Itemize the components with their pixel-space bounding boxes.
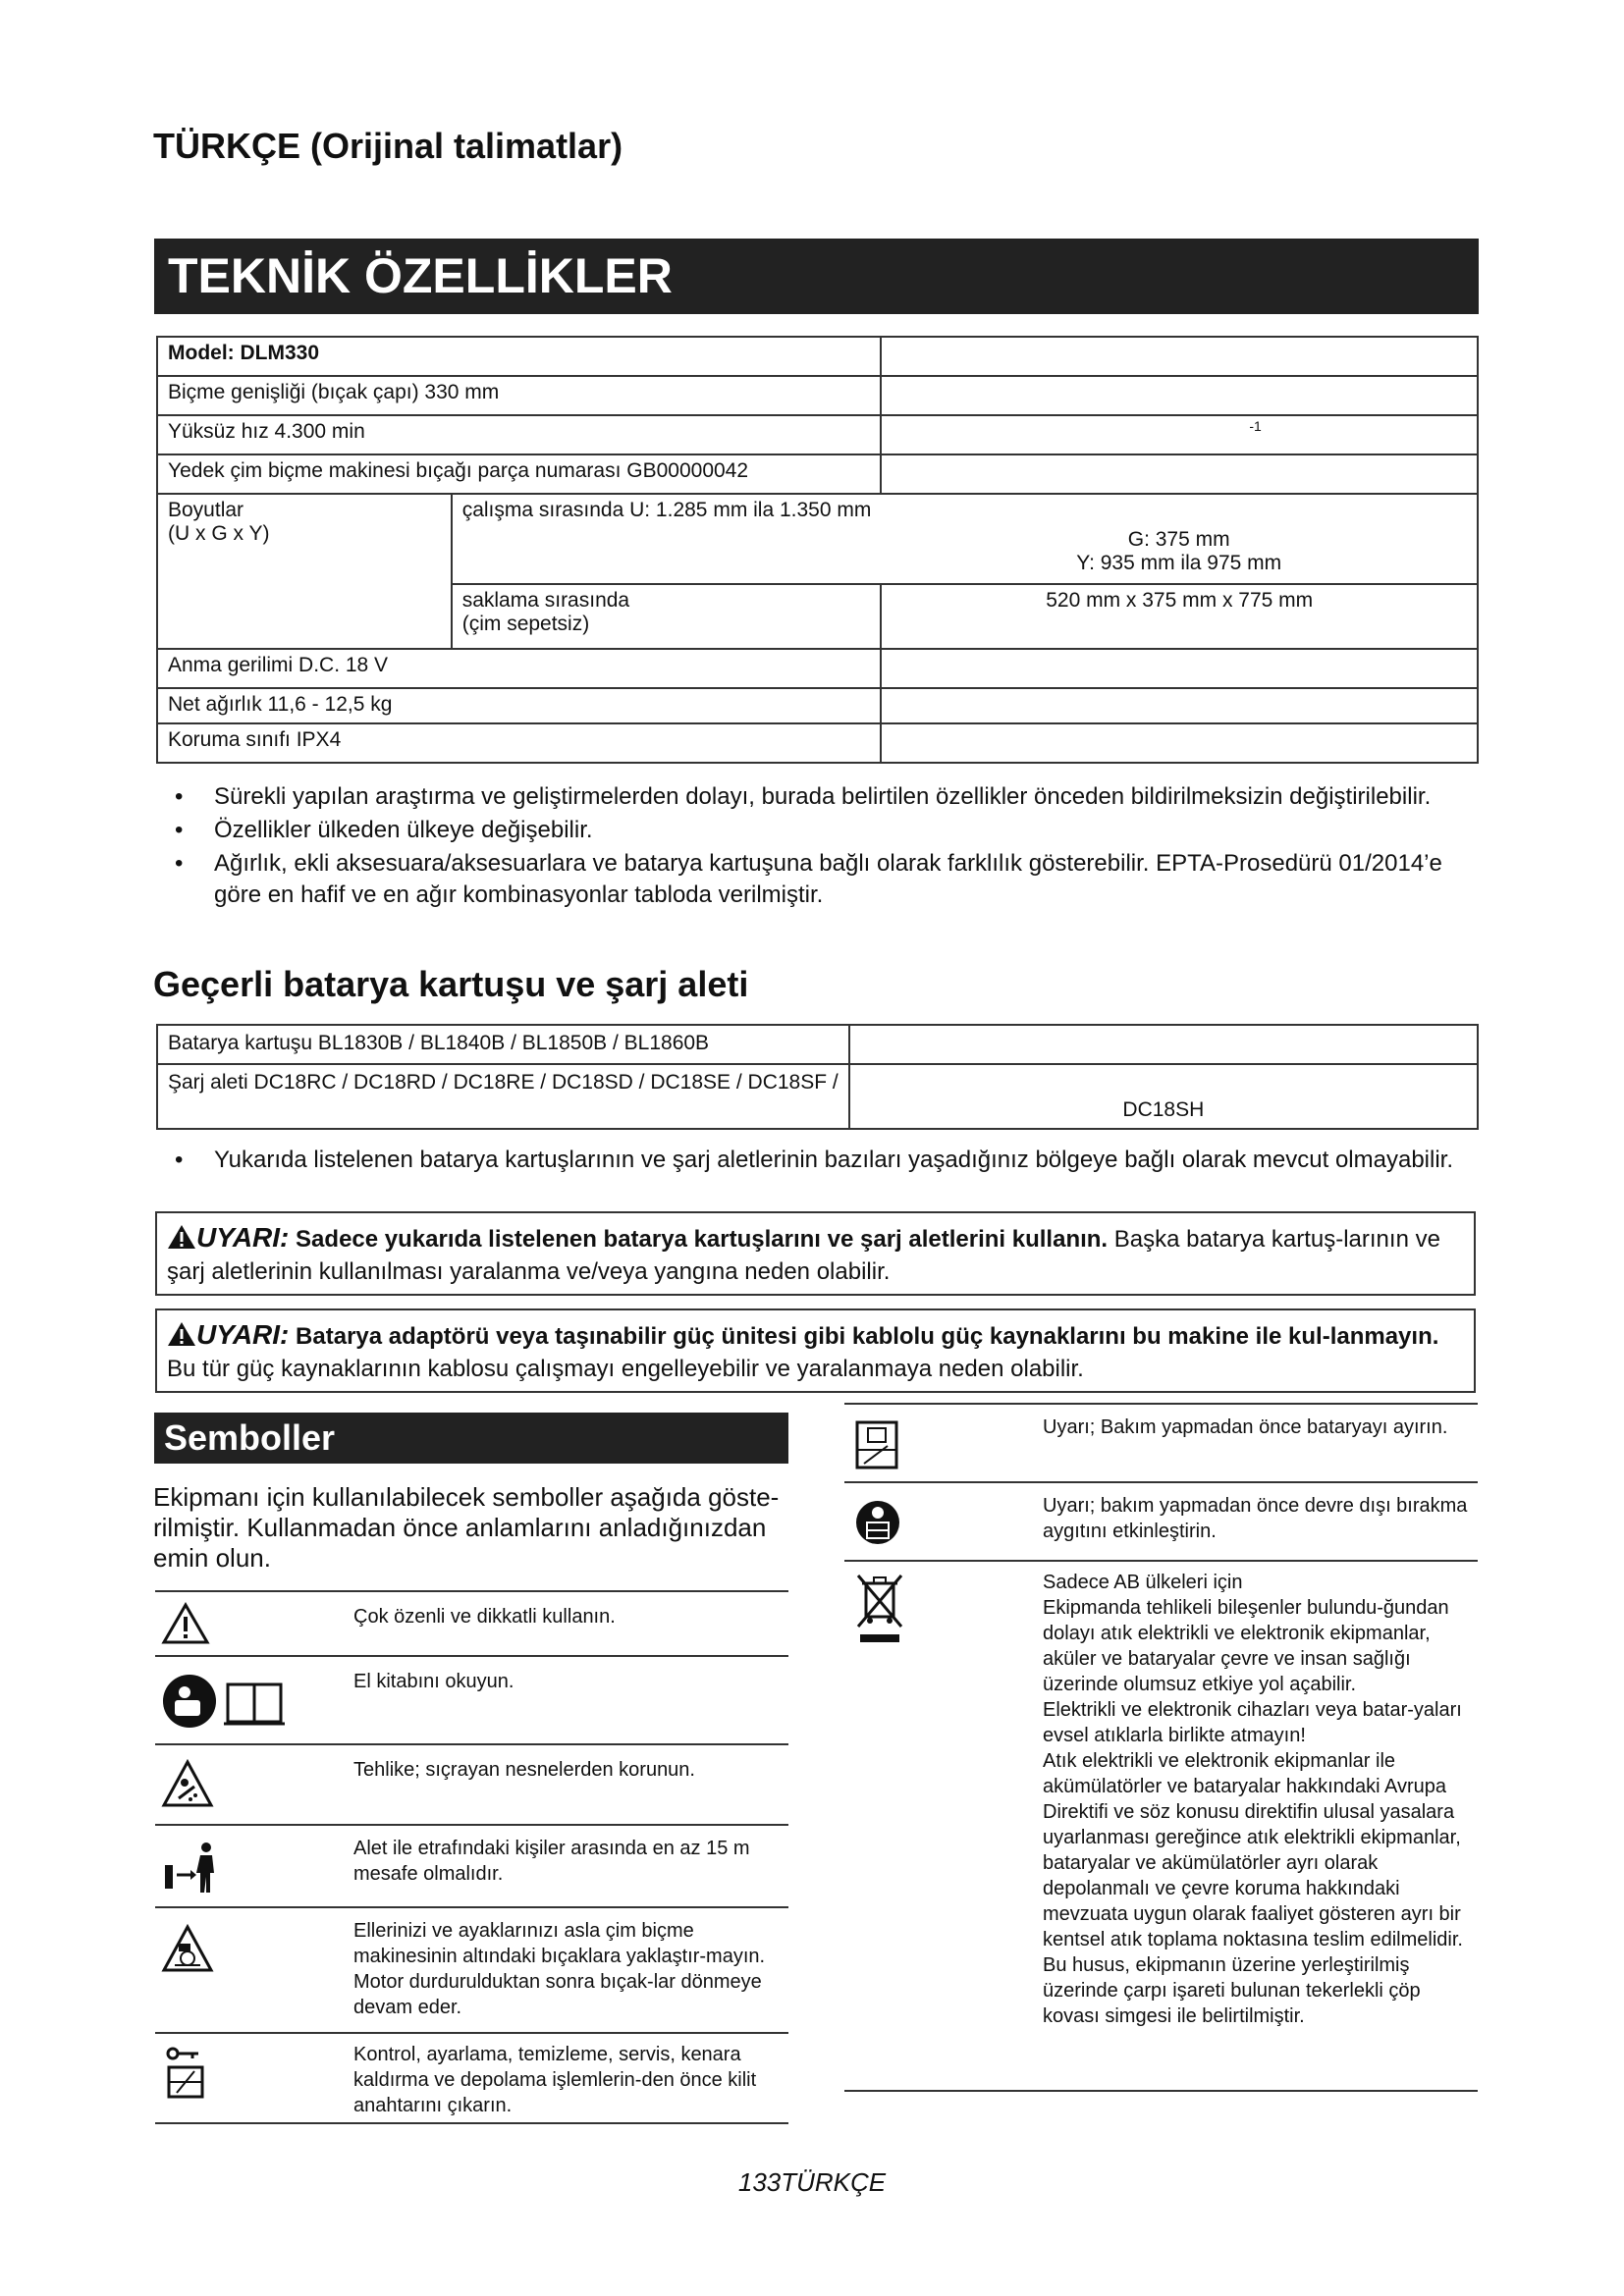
weee-line: Atık elektrikli ve elektronik ekipmanlar ile akümülatörler ve bataryalar hakkındaki Avrupa Direktifi ve söz konusu direktifin ulusal yasalara uyarlanması gereğince atık elektrikli ekipmanlar, bataryalar ve akümülatörler ayrı olarak depolanmalı ve çevre koruma hakkındaki mevzuata uygun olarak faaliyet gösteren ayrı bir kentsel atık toplama noktasına teslim edilmelidir.: [1043, 1750, 1463, 1950]
weee-line: Sadece AB ülkeleri için: [1043, 1572, 1243, 1593]
warning-bold-text: Sadece yukarıda listelenen batarya kartuşlarını ve şarj aletlerini kullanın.: [296, 1226, 1109, 1253]
specs-title: TEKNİK ÖZELLİKLER: [154, 239, 1479, 314]
battery-note-text: Yukarıda listelenen batarya kartuşlarının ve şarj aletlerinin bazıları yaşadığınız bölgeye bağlı olarak mevcut olmayabilir.: [214, 1147, 1454, 1173]
no-load-speed-label: Yüksüz hız 4.300 min: [157, 415, 881, 454]
protection-class-label: Koruma sınıfı IPX4: [157, 723, 881, 763]
symbol-text: Alet ile etrafındaki kişiler arasında en az 15 m mesafe olmalıdır.: [353, 1838, 750, 1885]
spec-note-text: Ağırlık, ekli aksesuara/aksesuarlara ve batarya kartuşuna bağlı olarak farklılık gösterebilir. EPTA-Prosedürü 01/2014’e göre en hafif ve en ağır kombinasyonlar tabloda verilmiştir.: [214, 850, 1442, 908]
storage-sublabel: (çim sepetsiz): [461, 613, 590, 635]
blade-part-value: [881, 454, 1478, 494]
charger-label: Şarj aleti DC18RC / DC18RD / DC18RE / DC18SD / DC18SE / DC18SF /: [157, 1064, 849, 1129]
symbol-row: [155, 2032, 788, 2124]
symbol-row: [155, 1743, 788, 1824]
warning-bold-text: Batarya adaptörü veya taşınabilir güç ünitesi gibi kablolu güç kaynaklarını bu makine ile kul-lanmayın.: [296, 1323, 1439, 1350]
specs-table: [156, 336, 1479, 764]
storage-label: saklama sırasında: [461, 589, 630, 612]
cutting-width-label: Biçme genişliği (bıçak çapı) 330 mm: [157, 376, 881, 415]
bullet: •: [175, 783, 184, 810]
spec-note: [155, 781, 1481, 813]
symbol-row: [844, 1481, 1478, 1560]
hands-feet-blade-icon: [161, 1924, 214, 1973]
spec-note-text: Sürekli yapılan araştırma ve geliştirmelerden dolayı, burada belirtilen özellikler önceden bildirilmeksizin değiştirilebilir.: [214, 783, 1432, 810]
weee-line: Ekipmanda tehlikeli bileşenler bulundu-ğundan dolayı atık elektrikli ve elektronik ekipmanlar, aküler ve bataryalar çevre ve insan sağlığı üzerinde olumsuz etkiye yol açabilir.: [1043, 1597, 1449, 1695]
symbol-row: [155, 1590, 788, 1655]
remove-key-icon: [163, 2046, 208, 2101]
storage-cell: [452, 584, 882, 649]
charger-cont: DC18SH: [849, 1064, 1478, 1129]
warning-icon: [167, 1224, 196, 1250]
spec-note-text: Özellikler ülkeden ülkeye değişebilir.: [214, 817, 593, 843]
protection-class-value: [881, 723, 1478, 763]
speed-superscript: -1: [1249, 418, 1262, 434]
operating-y: Y: 935 mm ila 975 mm: [1076, 552, 1282, 574]
spec-notes: [155, 781, 1481, 913]
symbol-text: Çok özenli ve dikkatli kullanın.: [353, 1606, 616, 1628]
symbol-row: [155, 1906, 788, 2032]
dimensions-cell: [157, 494, 452, 649]
read-manual-icon: [161, 1673, 287, 1730]
operating-value: [881, 494, 1478, 584]
symbol-row: [844, 1560, 1478, 2092]
warning-box: [155, 1308, 1476, 1393]
battery-note: [155, 1145, 1481, 1176]
cutting-width-value: [881, 376, 1478, 415]
operating-label: çalışma sırasında U: 1.285 mm ila 1.350 mm: [452, 494, 882, 584]
disconnect-device-icon: [854, 1495, 901, 1550]
weee-text: [1043, 1570, 1475, 2029]
rated-voltage-label: Anma gerilimi D.C. 18 V: [157, 649, 881, 688]
remove-battery-icon: [854, 1418, 899, 1471]
language-title: TÜRKÇE (Orijinal talimatlar): [153, 126, 623, 166]
dimensions-label: Boyutlar: [168, 499, 244, 521]
warning-icon: [167, 1321, 196, 1347]
cartridge-value: [849, 1025, 1478, 1064]
warning-label: UYARI:: [196, 1222, 290, 1253]
symbol-text: Tehlike; sıçrayan nesnelerden korunun.: [353, 1759, 695, 1781]
symbol-row: [844, 1403, 1478, 1481]
warning-triangle-icon: [161, 1602, 210, 1645]
symbol-text: El kitabını okuyun.: [353, 1671, 514, 1692]
page-footer: 133TÜRKÇE: [737, 2167, 887, 2197]
weee-bin-icon: [854, 1574, 905, 1644]
symbol-text: Kontrol, ayarlama, temizleme, servis, kenara kaldırma ve depolama işlemlerin-den önce kilit anahtarını çıkarın.: [353, 2044, 757, 2116]
weee-line: Bu husus, ekipmanın üzerine yerleştirilmiş üzerinde çarpı işareti bulunan tekerlekli çöp kovası simgesi ile belirtilmiştir.: [1043, 1954, 1421, 2027]
battery-table: [156, 1024, 1479, 1130]
no-load-speed-value: [881, 415, 1478, 454]
bullet: •: [175, 817, 184, 843]
symbols-intro: Ekipmanı için kullanılabilecek semboller aşağıda göste-rilmiştir. Kullanmadan önce anlamlarını anladığınızdan emin olun.: [153, 1482, 780, 1573]
warning-box: [155, 1211, 1476, 1296]
rated-voltage-value: [881, 649, 1478, 688]
bullet: •: [175, 850, 184, 877]
battery-section-title: Geçerli batarya kartuşu ve şarj aleti: [153, 964, 749, 1004]
weee-line: Elektrikli ve elektronik cihazları veya batar-yaları evsel atıklarla birlikte atmayın!: [1043, 1699, 1462, 1746]
keep-distance-icon: [161, 1840, 220, 1895]
flying-objects-icon: [161, 1759, 214, 1808]
symbol-text: Uyarı; bakım yapmadan önce devre dışı bırakma aygıtını etkinleştirin.: [1043, 1495, 1468, 1542]
model-label: Model: DLM330: [157, 337, 881, 376]
warning-label: UYARI:: [196, 1319, 290, 1350]
warning-text: Başka batarya kartuş-larının ve şarj aletlerinin kullanılması yaralanma ve/veya yangına neden olabilir.: [167, 1226, 1440, 1285]
spec-note: [155, 815, 1481, 846]
symbol-row: [155, 1824, 788, 1906]
symbol-text: Ellerinizi ve ayaklarınızı asla çim biçme makinesinin altındaki bıçaklara yaklaştır-mayın. Motor durdurulduktan sonra bıçak-lar dönmeye devam eder.: [353, 1920, 766, 2018]
symbol-text: Uyarı; Bakım yapmadan önce bataryayı ayırın.: [1043, 1416, 1448, 1438]
warning-text: Bu tür güç kaynaklarının kablosu çalışmayı engelleyebilir ve yaralanmaya neden olabilir.: [167, 1356, 1084, 1382]
blade-part-label: Yedek çim biçme makinesi bıçağı parça numarası GB00000042: [157, 454, 881, 494]
dimensions-sublabel: (U x G x Y): [168, 522, 270, 545]
bullet: •: [175, 1147, 184, 1173]
net-weight-label: Net ağırlık 11,6 - 12,5 kg: [157, 688, 881, 723]
cartridge-label: Batarya kartuşu BL1830B / BL1840B / BL1850B / BL1860B: [157, 1025, 849, 1064]
symbols-title: Semboller: [154, 1413, 788, 1464]
net-weight-value: [881, 688, 1478, 723]
storage-value: 520 mm x 375 mm x 775 mm: [881, 584, 1478, 649]
model-value: [881, 337, 1478, 376]
symbol-row: [155, 1655, 788, 1743]
spec-note: [155, 848, 1481, 911]
battery-notes: [155, 1145, 1481, 1178]
operating-g: G: 375 mm: [1127, 528, 1230, 551]
